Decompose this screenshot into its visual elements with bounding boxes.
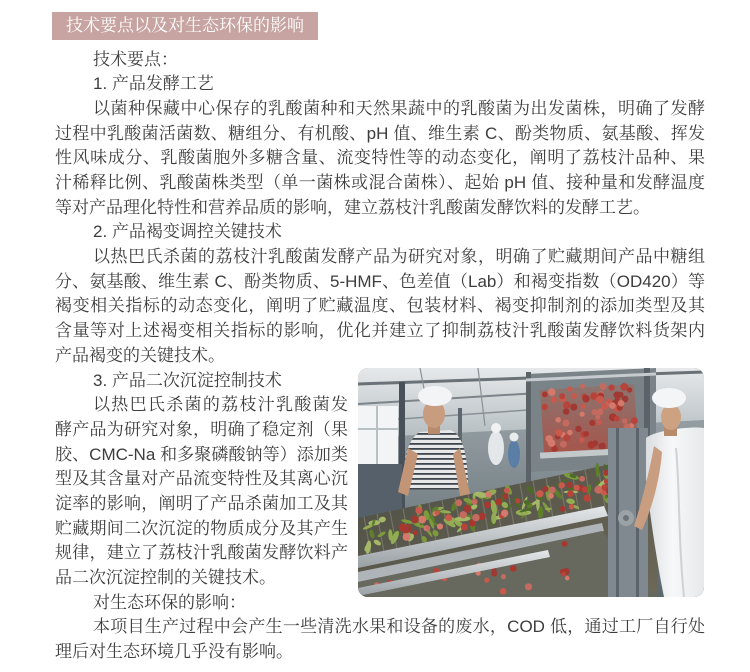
paragraph-line: 等对产品理化特性和营养品质的影响，建立荔枝汁乳酸菌发酵饮料的发酵工艺。 [55,197,650,217]
lychee [445,514,452,521]
paragraph-line: 型及其含量对产品流变特性及其离心沉 [55,469,348,489]
lychee [567,490,574,497]
lychee [472,514,479,521]
lychee [583,494,590,501]
lychee [486,492,492,498]
lychee [548,388,556,396]
lychee [556,429,563,436]
lychee [542,486,548,492]
lychee [472,499,478,505]
lychee [600,383,607,390]
item-title-browning: 2. 产品褐变调控关键技术 [93,222,282,242]
paragraph-line: 品二次沉淀控制的关键技术。 [55,568,276,588]
lychee [502,493,508,499]
lychee [595,415,600,420]
lychee [618,400,624,406]
lychee [437,523,443,529]
tech-points-heading: 技术要点： [93,49,178,69]
paragraph-line: 汁稀释比例、乳酸菌株类型（单一菌株或混合菌株）、起始 pH 值、接种量和发酵温度 [55,173,705,193]
lychee [403,533,411,541]
paragraph-line: 以热巴氏杀菌的荔枝汁乳酸菌发酵产品为研究对象，明确了贮藏期间产品中糖组 [93,247,705,267]
lychee [461,523,468,530]
lychee [582,486,588,492]
lychee [559,482,565,488]
lychee [565,576,570,581]
worker-left-cap [418,386,452,406]
lychee [551,397,557,403]
lychee [563,420,570,427]
lychee [491,570,497,576]
lychee [601,403,608,410]
lychee [563,401,570,408]
lychee [582,395,589,402]
paragraph-line: 规律，建立了荔枝汁乳酸菌发酵饮料产 [55,543,348,563]
lychee [455,499,462,506]
lychee [567,430,573,436]
paragraph-line: 本项目生产过程中会产生一些清洗水果和设备的废水，COD 低，通过工厂自行处 [93,617,705,637]
lychee [583,431,589,437]
lychee [575,426,581,432]
lychee [525,583,532,590]
factory-photo [358,368,704,597]
lychee [581,403,587,409]
lychee [560,441,567,448]
lychee [484,502,491,509]
lychee [495,498,502,505]
lychee [501,510,508,517]
lychee [608,384,614,390]
paragraph-line: 胶、CMC-Na 和多聚磷酸钠等）添加类 [55,444,348,464]
lychee [413,530,418,535]
lychee [560,506,566,512]
lychee [567,386,572,391]
lychee [622,418,627,423]
lychee [484,578,489,583]
lychee [542,392,548,398]
lychee [569,504,574,509]
lychee [548,439,556,447]
lychee [596,396,604,404]
paragraph-line: 酵产品为研究对象，明确了稳定剂（果 [55,419,348,439]
lychee [566,482,572,488]
item-title-sedimentation: 3. 产品二次沉淀控制技术 [93,370,282,390]
eco-impact-heading: 对生态环保的影响： [93,592,246,612]
lychee [570,404,577,411]
item-title-fermentation: 1. 产品发酵工艺 [93,74,214,94]
lychee [563,434,570,441]
paragraph-line: 产品褐变的关键技术。 [55,345,225,365]
lychee [542,404,548,410]
paragraph-line: 分、氨基酸、维生素 C、酚类物质、5-HMF、色差值（Lab）和褐变指数（OD420）等 [55,271,705,291]
worker-right-cap [652,388,686,408]
lychee [561,572,566,577]
lychee [411,515,419,523]
lychee [536,490,543,497]
lychee [620,383,628,391]
lychee [562,541,568,547]
lychee [563,408,570,415]
paragraph-line: 淀率的影响，阐明了产品杀菌加工及其 [55,493,348,513]
factory-photo-image [358,368,704,597]
paragraph-line: 性风味成分、乳酸菌胞外多糖含量、流变特性等的动态变化，阐明了荔枝汁品种、果 [55,148,705,168]
lychee [589,420,595,426]
lychee [399,524,407,532]
paragraph-line: 含量等对上述褐变相关指标的影响，优化并建立了抑制荔枝汁乳酸菌发酵饮料货架内 [55,321,705,341]
lychee [597,420,602,425]
section-header: 技术要点以及对生态环保的影响 [52,12,318,40]
lychee [515,498,520,503]
lychee [555,417,561,423]
paragraph-line: 理后对生态环境几乎没有影响。 [55,642,293,662]
lychee [588,441,596,449]
lychee [415,507,422,514]
lychee [500,588,507,595]
lychee [418,516,426,524]
lychee [579,476,585,482]
lychee [549,487,556,494]
paragraph-line: 褐变相关指标的动态变化，阐明了贮藏温度、包装材料、褐变抑制剂的添加类型及其 [55,296,705,316]
lychee [594,486,602,494]
lychee [599,443,606,450]
lychee [614,416,620,422]
lychee [548,493,554,499]
lychee [504,488,510,494]
lychee-leaf [491,513,496,525]
lychee [609,402,616,409]
lychee [464,505,472,513]
lychee [574,485,580,491]
lychee [501,574,506,579]
lychee [425,526,430,531]
lychee [571,393,577,399]
lychee [435,510,440,515]
lychee [580,384,585,389]
lychee [631,417,638,424]
paragraph-line: 以菌种保藏中心保存的乳酸菌种和天然果蔬中的乳酸菌为出发菌株，明确了发酵 [93,98,705,118]
paragraph-line: 以热巴氏杀菌的荔枝汁乳酸菌发 [93,395,348,415]
paragraph-line: 贮藏期间二次沉淀的物质成分及其产生 [55,518,348,538]
lychee [559,393,565,399]
paragraph-line: 过程中乳酸菌活菌数、糖组分、有机酸、pH 值、维生素 C、酚类物质、氨基酸、挥发 [55,123,705,143]
lychee [510,565,517,572]
lychee [579,437,585,443]
lychee [580,412,585,417]
lychee [597,408,604,415]
